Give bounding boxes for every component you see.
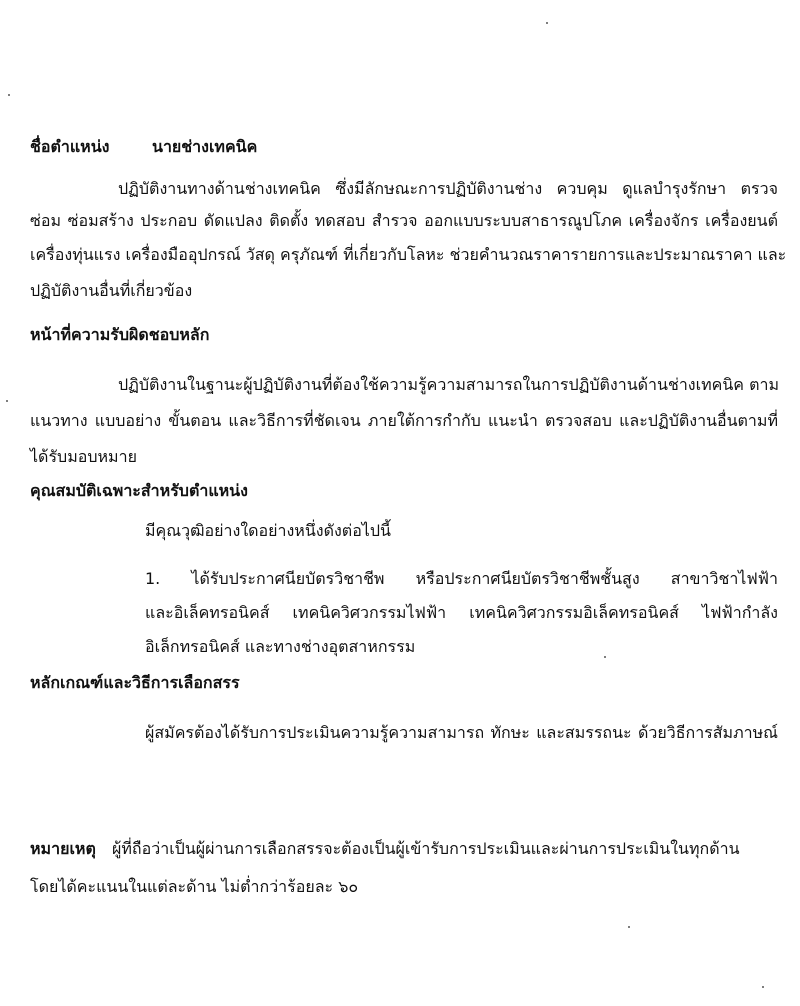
position-label: ชื่อตำแหน่ง (30, 137, 110, 156)
duties-heading: หน้าที่ความรับผิดชอบหลัก (30, 325, 210, 344)
description-line-2: ซ่อม ซ่อมสร้าง ประกอบ ดัดแปลง ติดตั้ง ทดสอบ สำรวจ ออกแบบระบบสาธารณูปโภค เครื่องจักร เครื่องยนต์ (30, 211, 778, 230)
duties-line-2: แนวทาง แบบอย่าง ขั้นตอน และวิธีการที่ชัดเจน ภายใต้การกำกับ แนะนำ ตรวจสอบ และปฏิบัติงานอื่นตามที่ (30, 411, 778, 430)
qualification-item-1-line-2: และอิเล็คทรอนิคส์ เทคนิควิศวกรรมไฟฟ้า เทคนิควิศวกรรมอิเล็คทรอนิคส์ ไฟฟ้ากำลัง (145, 603, 778, 622)
duties-line-3: ได้รับมอบหมาย (30, 447, 137, 466)
selection-heading: หลักเกณฑ์และวิธีการเลือกสรร (30, 673, 240, 692)
qualifications-intro: มีคุณวุฒิอย่างใดอย่างหนึ่งดังต่อไปนี้ (145, 521, 391, 540)
description-line-3: เครื่องทุ่นแรง เครื่องมืออุปกรณ์ วัสดุ ครุภัณฑ์ ที่เกี่ยวกับโลหะ ช่วยคำนวณราคารายการและประมาณราคา และ (30, 245, 787, 264)
scan-speck (6, 400, 8, 402)
selection-text: ผู้สมัครต้องได้รับการประเมินความรู้ความสามารถ ทักษะ และสมรรถนะ ด้วยวิธีการสัมภาษณ์ (145, 723, 778, 742)
position-title: นายช่างเทคนิค (152, 137, 258, 156)
scan-speck (546, 22, 548, 24)
qualification-item-1-line-1: 1. ได้รับประกาศนียบัตรวิชาชีพ หรือประกาศนียบัตรวิชาชีพชั้นสูง สาขาวิชาไฟฟ้า (145, 569, 778, 588)
note-label: หมายเหตุ (30, 839, 96, 858)
qualification-item-1-line-3: อิเล็กทรอนิคส์ และทางช่างอุตสาหกรรม (145, 637, 416, 656)
qualifications-heading: คุณสมบัติเฉพาะสำหรับตำแหน่ง (30, 481, 248, 500)
duties-line-1: ปฏิบัติงานในฐานะผู้ปฏิบัติงานที่ต้องใช้ความรู้ความสามารถในการปฏิบัติงานด้านช่างเทคนิค ตาม (118, 375, 779, 394)
description-line-1: ปฏิบัติงานทางด้านช่างเทคนิค ซึ่งมีลักษณะการปฏิบัติงานช่าง ควบคุม ดูแลบำรุงรักษา ตรวจ (118, 179, 778, 198)
scan-speck (604, 656, 606, 658)
scan-speck (762, 986, 764, 988)
scan-speck (628, 926, 630, 928)
note-line-1: ผู้ที่ถือว่าเป็นผู้ผ่านการเลือกสรรจะต้องเป็นผู้เข้ารับการประเมินและผ่านการประเมินในทุกด้าน (112, 839, 740, 858)
note-line-2: โดยได้คะแนนในแต่ละด้าน ไม่ต่ำกว่าร้อยละ ๖๐ (30, 877, 359, 896)
scan-speck (8, 94, 10, 96)
description-line-4: ปฏิบัติงานอื่นที่เกี่ยวข้อง (30, 281, 193, 300)
